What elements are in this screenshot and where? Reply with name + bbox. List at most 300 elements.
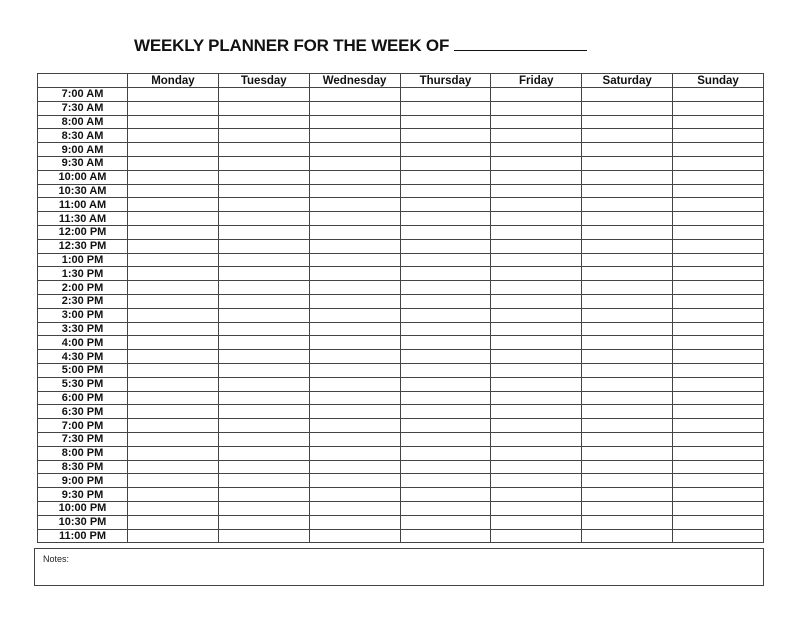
schedule-cell-sunday[interactable] (673, 515, 764, 529)
schedule-cell-thursday[interactable] (400, 363, 491, 377)
schedule-cell-friday[interactable] (491, 239, 582, 253)
schedule-cell-tuesday[interactable] (218, 446, 309, 460)
schedule-cell-thursday[interactable] (400, 501, 491, 515)
schedule-cell-sunday[interactable] (673, 350, 764, 364)
schedule-cell-tuesday[interactable] (218, 419, 309, 433)
schedule-cell-friday[interactable] (491, 294, 582, 308)
schedule-cell-sunday[interactable] (673, 115, 764, 129)
table-row (38, 432, 764, 446)
schedule-cell-wednesday[interactable] (309, 156, 400, 170)
schedule-cell-sunday[interactable] (673, 253, 764, 267)
schedule-cell-monday[interactable] (128, 529, 219, 543)
schedule-cell-wednesday[interactable] (309, 377, 400, 391)
notes-label: Notes: (43, 554, 70, 564)
corner-cell (38, 74, 128, 88)
time-slot-label: 9:30 PM (38, 488, 128, 502)
schedule-cell-friday[interactable] (491, 322, 582, 336)
schedule-cell-wednesday[interactable] (309, 129, 400, 143)
schedule-cell-wednesday[interactable] (309, 501, 400, 515)
table-row (38, 267, 764, 281)
schedule-cell-sunday[interactable] (673, 198, 764, 212)
time-slot-label: 8:30 AM (38, 129, 128, 143)
schedule-cell-monday[interactable] (128, 156, 219, 170)
schedule-cell-sunday[interactable] (673, 281, 764, 295)
time-slot-label: 9:00 AM (38, 143, 128, 157)
schedule-cell-friday[interactable] (491, 170, 582, 184)
planner-title (134, 36, 587, 56)
table-row (38, 515, 764, 529)
time-slot-label: 1:00 PM (38, 253, 128, 267)
schedule-cell-tuesday[interactable] (218, 267, 309, 281)
schedule-cell-wednesday[interactable] (309, 529, 400, 543)
schedule-cell-thursday[interactable] (400, 253, 491, 267)
time-slot-label: 3:30 PM (38, 322, 128, 336)
schedule-cell-friday[interactable] (491, 225, 582, 239)
table-row (38, 156, 764, 170)
time-slot-label: 12:30 PM (38, 239, 128, 253)
schedule-cell-monday[interactable] (128, 474, 219, 488)
time-slot-label: 12:00 PM (38, 225, 128, 239)
schedule-cell-friday[interactable] (491, 488, 582, 502)
schedule-cell-saturday[interactable] (582, 460, 673, 474)
schedule-cell-tuesday[interactable] (218, 294, 309, 308)
schedule-cell-tuesday[interactable] (218, 198, 309, 212)
schedule-cell-sunday[interactable] (673, 488, 764, 502)
schedule-cell-tuesday[interactable] (218, 515, 309, 529)
table-row (38, 460, 764, 474)
schedule-cell-monday[interactable] (128, 405, 219, 419)
schedule-cell-thursday[interactable] (400, 281, 491, 295)
table-row (38, 198, 764, 212)
schedule-cell-saturday[interactable] (582, 322, 673, 336)
time-slot-label: 7:00 PM (38, 419, 128, 433)
schedule-cell-friday[interactable] (491, 529, 582, 543)
time-slot-label: 10:30 AM (38, 184, 128, 198)
schedule-cell-saturday[interactable] (582, 225, 673, 239)
schedule-cell-monday[interactable] (128, 115, 219, 129)
schedule-cell-monday[interactable] (128, 432, 219, 446)
schedule-cell-saturday[interactable] (582, 488, 673, 502)
schedule-cell-monday[interactable] (128, 212, 219, 226)
schedule-cell-saturday[interactable] (582, 253, 673, 267)
schedule-cell-monday[interactable] (128, 129, 219, 143)
schedule-cell-sunday[interactable] (673, 156, 764, 170)
schedule-cell-thursday[interactable] (400, 267, 491, 281)
schedule-cell-wednesday[interactable] (309, 308, 400, 322)
schedule-cell-sunday[interactable] (673, 129, 764, 143)
schedule-cell-saturday[interactable] (582, 115, 673, 129)
time-slot-label: 6:30 PM (38, 405, 128, 419)
schedule-cell-monday[interactable] (128, 391, 219, 405)
schedule-cell-friday[interactable] (491, 350, 582, 364)
schedule-cell-friday[interactable] (491, 281, 582, 295)
schedule-cell-thursday[interactable] (400, 239, 491, 253)
schedule-cell-tuesday[interactable] (218, 460, 309, 474)
notes-box[interactable] (34, 548, 764, 586)
time-slot-label: 5:30 PM (38, 377, 128, 391)
table-row (38, 391, 764, 405)
schedule-cell-tuesday[interactable] (218, 432, 309, 446)
schedule-cell-wednesday[interactable] (309, 212, 400, 226)
table-row (38, 129, 764, 143)
schedule-cell-thursday[interactable] (400, 529, 491, 543)
schedule-cell-monday[interactable] (128, 419, 219, 433)
schedule-cell-friday[interactable] (491, 212, 582, 226)
schedule-cell-saturday[interactable] (582, 501, 673, 515)
table-row (38, 115, 764, 129)
schedule-cell-monday[interactable] (128, 363, 219, 377)
schedule-cell-wednesday[interactable] (309, 488, 400, 502)
schedule-cell-sunday[interactable] (673, 267, 764, 281)
table-row (38, 143, 764, 157)
time-slot-label: 7:30 PM (38, 432, 128, 446)
schedule-cell-tuesday[interactable] (218, 529, 309, 543)
schedule-cell-tuesday[interactable] (218, 336, 309, 350)
schedule-cell-saturday[interactable] (582, 515, 673, 529)
schedule-cell-friday[interactable] (491, 198, 582, 212)
schedule-cell-thursday[interactable] (400, 474, 491, 488)
schedule-cell-tuesday[interactable] (218, 488, 309, 502)
time-slot-label: 10:00 PM (38, 501, 128, 515)
schedule-cell-friday[interactable] (491, 129, 582, 143)
schedule-cell-tuesday[interactable] (218, 143, 309, 157)
schedule-cell-sunday[interactable] (673, 294, 764, 308)
schedule-cell-sunday[interactable] (673, 88, 764, 102)
schedule-cell-sunday[interactable] (673, 446, 764, 460)
schedule-cell-saturday[interactable] (582, 308, 673, 322)
schedule-cell-wednesday[interactable] (309, 239, 400, 253)
schedule-cell-friday[interactable] (491, 501, 582, 515)
schedule-cell-wednesday[interactable] (309, 515, 400, 529)
schedule-cell-monday[interactable] (128, 308, 219, 322)
time-slot-label: 7:00 AM (38, 88, 128, 102)
schedule-cell-thursday[interactable] (400, 156, 491, 170)
schedule-cell-wednesday[interactable] (309, 419, 400, 433)
time-slot-label: 8:30 PM (38, 460, 128, 474)
schedule-cell-sunday[interactable] (673, 239, 764, 253)
schedule-cell-saturday[interactable] (582, 529, 673, 543)
schedule-cell-tuesday[interactable] (218, 156, 309, 170)
schedule-cell-wednesday[interactable] (309, 432, 400, 446)
schedule-cell-monday[interactable] (128, 350, 219, 364)
schedule-cell-friday[interactable] (491, 391, 582, 405)
schedule-cell-tuesday[interactable] (218, 322, 309, 336)
schedule-cell-saturday[interactable] (582, 281, 673, 295)
schedule-cell-sunday[interactable] (673, 460, 764, 474)
schedule-cell-wednesday[interactable] (309, 336, 400, 350)
schedule-cell-friday[interactable] (491, 515, 582, 529)
schedule-cell-tuesday[interactable] (218, 363, 309, 377)
schedule-cell-sunday[interactable] (673, 322, 764, 336)
schedule-cell-friday[interactable] (491, 377, 582, 391)
table-row (38, 474, 764, 488)
schedule-cell-friday[interactable] (491, 156, 582, 170)
schedule-cell-monday[interactable] (128, 225, 219, 239)
schedule-cell-saturday[interactable] (582, 170, 673, 184)
schedule-cell-thursday[interactable] (400, 405, 491, 419)
day-header-tuesday: Tuesday (218, 74, 309, 88)
schedule-cell-thursday[interactable] (400, 212, 491, 226)
schedule-cell-monday[interactable] (128, 377, 219, 391)
schedule-cell-monday[interactable] (128, 143, 219, 157)
table-row (38, 419, 764, 433)
schedule-cell-sunday[interactable] (673, 501, 764, 515)
day-header-sunday: Sunday (673, 74, 764, 88)
schedule-cell-friday[interactable] (491, 405, 582, 419)
schedule-cell-tuesday[interactable] (218, 308, 309, 322)
schedule-cell-thursday[interactable] (400, 198, 491, 212)
schedule-cell-monday[interactable] (128, 336, 219, 350)
schedule-cell-friday[interactable] (491, 460, 582, 474)
time-slot-label: 8:00 AM (38, 115, 128, 129)
schedule-cell-tuesday[interactable] (218, 101, 309, 115)
schedule-cell-friday[interactable] (491, 267, 582, 281)
time-slot-label: 7:30 AM (38, 101, 128, 115)
table-row (38, 488, 764, 502)
day-header-saturday: Saturday (582, 74, 673, 88)
time-slot-label: 1:30 PM (38, 267, 128, 281)
schedule-cell-thursday[interactable] (400, 336, 491, 350)
schedule-cell-friday[interactable] (491, 474, 582, 488)
schedule-cell-wednesday[interactable] (309, 350, 400, 364)
schedule-cell-sunday[interactable] (673, 101, 764, 115)
table-row (38, 170, 764, 184)
time-slot-label: 8:00 PM (38, 446, 128, 460)
schedule-cell-monday[interactable] (128, 281, 219, 295)
schedule-cell-wednesday[interactable] (309, 253, 400, 267)
schedule-cell-thursday[interactable] (400, 294, 491, 308)
schedule-cell-monday[interactable] (128, 239, 219, 253)
schedule-cell-monday[interactable] (128, 488, 219, 502)
time-slot-label: 9:30 AM (38, 156, 128, 170)
schedule-cell-tuesday[interactable] (218, 184, 309, 198)
schedule-cell-thursday[interactable] (400, 129, 491, 143)
schedule-cell-friday[interactable] (491, 101, 582, 115)
schedule-cell-sunday[interactable] (673, 170, 764, 184)
schedule-cell-sunday[interactable] (673, 308, 764, 322)
schedule-cell-sunday[interactable] (673, 405, 764, 419)
schedule-cell-thursday[interactable] (400, 88, 491, 102)
schedule-cell-monday[interactable] (128, 515, 219, 529)
schedule-cell-thursday[interactable] (400, 515, 491, 529)
schedule-cell-saturday[interactable] (582, 267, 673, 281)
time-slot-label: 9:00 PM (38, 474, 128, 488)
schedule-cell-saturday[interactable] (582, 336, 673, 350)
schedule-cell-wednesday[interactable] (309, 322, 400, 336)
table-row (38, 184, 764, 198)
table-row (38, 529, 764, 543)
schedule-cell-wednesday[interactable] (309, 101, 400, 115)
schedule-cell-tuesday[interactable] (218, 281, 309, 295)
schedule-cell-saturday[interactable] (582, 198, 673, 212)
schedule-cell-wednesday[interactable] (309, 225, 400, 239)
schedule-cell-monday[interactable] (128, 88, 219, 102)
schedule-cell-sunday[interactable] (673, 391, 764, 405)
schedule-cell-sunday[interactable] (673, 225, 764, 239)
schedule-cell-tuesday[interactable] (218, 88, 309, 102)
schedule-cell-friday[interactable] (491, 336, 582, 350)
schedule-cell-monday[interactable] (128, 294, 219, 308)
schedule-cell-saturday[interactable] (582, 129, 673, 143)
schedule-cell-friday[interactable] (491, 432, 582, 446)
schedule-cell-saturday[interactable] (582, 419, 673, 433)
schedule-cell-thursday[interactable] (400, 225, 491, 239)
schedule-cell-thursday[interactable] (400, 350, 491, 364)
day-header-friday: Friday (491, 74, 582, 88)
schedule-cell-thursday[interactable] (400, 101, 491, 115)
schedule-cell-wednesday[interactable] (309, 363, 400, 377)
schedule-cell-tuesday[interactable] (218, 115, 309, 129)
schedule-cell-wednesday[interactable] (309, 294, 400, 308)
schedule-cell-wednesday[interactable] (309, 474, 400, 488)
schedule-cell-tuesday[interactable] (218, 253, 309, 267)
schedule-cell-monday[interactable] (128, 501, 219, 515)
header-row (38, 74, 764, 88)
schedule-cell-saturday[interactable] (582, 239, 673, 253)
schedule-cell-friday[interactable] (491, 253, 582, 267)
schedule-cell-wednesday[interactable] (309, 267, 400, 281)
schedule-cell-thursday[interactable] (400, 184, 491, 198)
day-header-thursday: Thursday (400, 74, 491, 88)
schedule-cell-thursday[interactable] (400, 432, 491, 446)
time-slot-label: 6:00 PM (38, 391, 128, 405)
schedule-cell-monday[interactable] (128, 267, 219, 281)
schedule-cell-thursday[interactable] (400, 391, 491, 405)
schedule-cell-sunday[interactable] (673, 529, 764, 543)
schedule-cell-monday[interactable] (128, 198, 219, 212)
schedule-cell-thursday[interactable] (400, 460, 491, 474)
schedule-cell-thursday[interactable] (400, 170, 491, 184)
schedule-cell-saturday[interactable] (582, 432, 673, 446)
schedule-cell-tuesday[interactable] (218, 239, 309, 253)
table-row (38, 446, 764, 460)
table-row (38, 377, 764, 391)
schedule-cell-wednesday[interactable] (309, 115, 400, 129)
schedule-cell-sunday[interactable] (673, 336, 764, 350)
schedule-cell-wednesday[interactable] (309, 198, 400, 212)
schedule-cell-friday[interactable] (491, 115, 582, 129)
schedule-cell-monday[interactable] (128, 253, 219, 267)
table-row (38, 88, 764, 102)
schedule-cell-thursday[interactable] (400, 143, 491, 157)
schedule-cell-wednesday[interactable] (309, 184, 400, 198)
schedule-cell-wednesday[interactable] (309, 446, 400, 460)
schedule-cell-sunday[interactable] (673, 143, 764, 157)
schedule-cell-tuesday[interactable] (218, 170, 309, 184)
schedule-cell-saturday[interactable] (582, 184, 673, 198)
table-row (38, 350, 764, 364)
time-slot-label: 11:30 AM (38, 212, 128, 226)
schedule-cell-tuesday[interactable] (218, 350, 309, 364)
schedule-cell-saturday[interactable] (582, 405, 673, 419)
table-row (38, 281, 764, 295)
schedule-cell-saturday[interactable] (582, 446, 673, 460)
schedule-cell-saturday[interactable] (582, 156, 673, 170)
table-row (38, 501, 764, 515)
schedule-cell-friday[interactable] (491, 419, 582, 433)
schedule-cell-sunday[interactable] (673, 212, 764, 226)
schedule-cell-tuesday[interactable] (218, 405, 309, 419)
schedule-cell-wednesday[interactable] (309, 405, 400, 419)
schedule-cell-friday[interactable] (491, 143, 582, 157)
table-row (38, 308, 764, 322)
schedule-cell-sunday[interactable] (673, 432, 764, 446)
time-slot-label: 3:00 PM (38, 308, 128, 322)
schedule-cell-friday[interactable] (491, 308, 582, 322)
schedule-cell-saturday[interactable] (582, 391, 673, 405)
schedule-cell-saturday[interactable] (582, 350, 673, 364)
table-row (38, 405, 764, 419)
schedule-cell-sunday[interactable] (673, 363, 764, 377)
schedule-cell-wednesday[interactable] (309, 391, 400, 405)
week-of-blank-field[interactable] (454, 36, 587, 51)
schedule-cell-friday[interactable] (491, 363, 582, 377)
time-slot-label: 10:30 PM (38, 515, 128, 529)
schedule-cell-tuesday[interactable] (218, 501, 309, 515)
schedule-cell-friday[interactable] (491, 446, 582, 460)
schedule-cell-monday[interactable] (128, 446, 219, 460)
time-slot-label: 2:00 PM (38, 281, 128, 295)
schedule-cell-wednesday[interactable] (309, 143, 400, 157)
schedule-cell-saturday[interactable] (582, 377, 673, 391)
time-slot-label: 2:30 PM (38, 294, 128, 308)
schedule-cell-sunday[interactable] (673, 377, 764, 391)
time-slot-label: 5:00 PM (38, 363, 128, 377)
schedule-cell-thursday[interactable] (400, 308, 491, 322)
schedule-cell-tuesday[interactable] (218, 391, 309, 405)
schedule-cell-sunday[interactable] (673, 474, 764, 488)
schedule-cell-monday[interactable] (128, 322, 219, 336)
schedule-cell-tuesday[interactable] (218, 225, 309, 239)
schedule-cell-saturday[interactable] (582, 143, 673, 157)
schedule-cell-thursday[interactable] (400, 446, 491, 460)
schedule-cell-tuesday[interactable] (218, 129, 309, 143)
schedule-cell-monday[interactable] (128, 101, 219, 115)
table-row (38, 294, 764, 308)
schedule-cell-thursday[interactable] (400, 488, 491, 502)
schedule-cell-friday[interactable] (491, 184, 582, 198)
schedule-cell-monday[interactable] (128, 170, 219, 184)
schedule-cell-tuesday[interactable] (218, 377, 309, 391)
schedule-cell-saturday[interactable] (582, 88, 673, 102)
schedule-cell-saturday[interactable] (582, 212, 673, 226)
schedule-cell-saturday[interactable] (582, 474, 673, 488)
table-row (38, 212, 764, 226)
schedule-cell-thursday[interactable] (400, 419, 491, 433)
schedule-cell-friday[interactable] (491, 88, 582, 102)
schedule-cell-saturday[interactable] (582, 101, 673, 115)
schedule-cell-saturday[interactable] (582, 294, 673, 308)
schedule-cell-wednesday[interactable] (309, 88, 400, 102)
schedule-cell-wednesday[interactable] (309, 281, 400, 295)
schedule-cell-thursday[interactable] (400, 377, 491, 391)
time-slot-label: 4:00 PM (38, 336, 128, 350)
schedule-cell-tuesday[interactable] (218, 212, 309, 226)
schedule-cell-thursday[interactable] (400, 115, 491, 129)
schedule-cell-wednesday[interactable] (309, 170, 400, 184)
schedule-cell-wednesday[interactable] (309, 460, 400, 474)
time-slot-label: 11:00 PM (38, 529, 128, 543)
schedule-cell-sunday[interactable] (673, 184, 764, 198)
schedule-cell-monday[interactable] (128, 460, 219, 474)
schedule-cell-tuesday[interactable] (218, 474, 309, 488)
time-slot-label: 11:00 AM (38, 198, 128, 212)
table-row (38, 363, 764, 377)
schedule-cell-monday[interactable] (128, 184, 219, 198)
schedule-cell-sunday[interactable] (673, 419, 764, 433)
schedule-cell-saturday[interactable] (582, 363, 673, 377)
schedule-cell-thursday[interactable] (400, 322, 491, 336)
